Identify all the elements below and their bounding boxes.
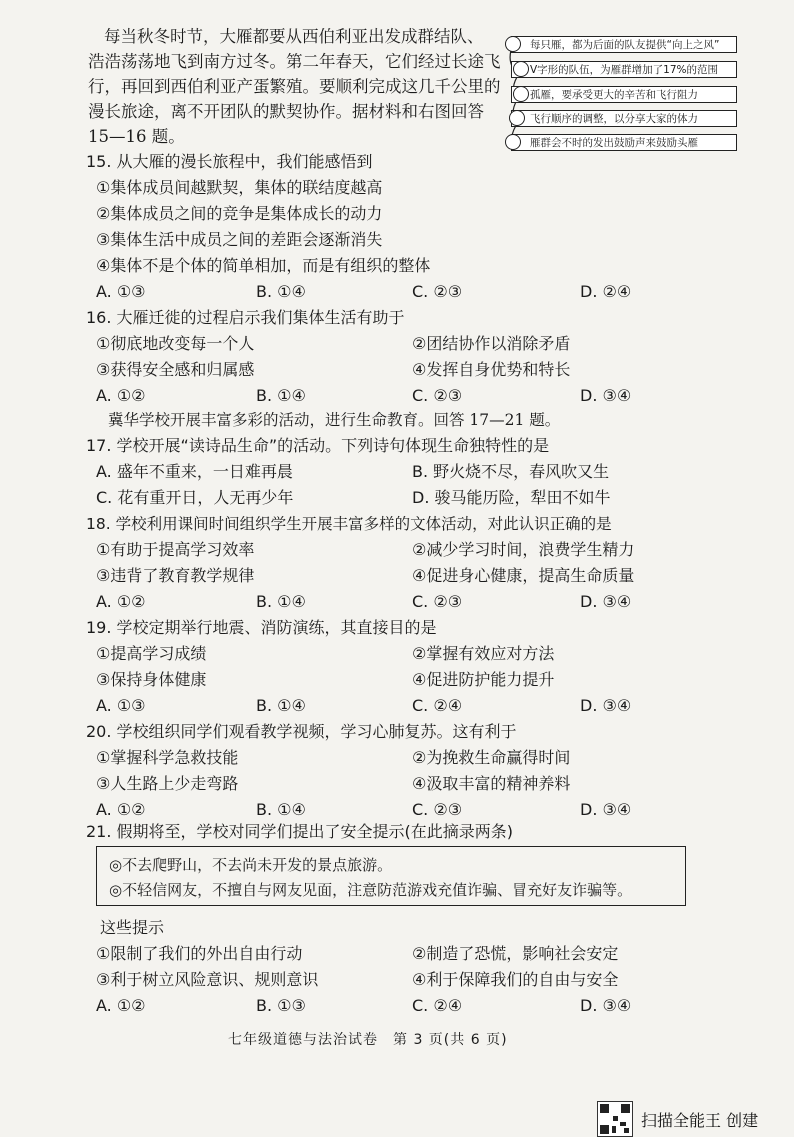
watermark-text: 扫描全能王 创建 [641,1110,759,1130]
q19-option-b[interactable]: B. ①④ [256,696,306,715]
q15-item: ③集体生活中成员之间的差距会逐渐消失 [96,230,383,249]
scanner-watermark [597,1101,758,1137]
question-21-stem: 21. 假期将至，学校对同学们提出了安全提示(在此摘录两条) [86,822,514,841]
q18-item: ②减少学习时间，浪费学生精力 [412,540,635,559]
q21-option-d[interactable]: D. ③④ [580,996,632,1015]
passage-line: 漫长旅途，离不开团队的默契协作。据材料和右图回答 [88,102,484,121]
q15-option-c[interactable]: C. ②③ [412,282,463,301]
safety-tips-box [96,846,686,906]
q20-option-d[interactable]: D. ③④ [580,800,632,819]
q19-option-a[interactable]: A. ①③ [96,696,146,715]
passage-line: 15—16 题。 [88,127,185,146]
question-17-stem: 17. 学校开展“读诗品生命”的活动。下列诗句体现生命独特性的是 [86,436,550,455]
q15-item: ①集体成员间越默契，集体的联结度越高 [96,178,383,197]
figure-item: 每只雁，都为后面的队友提供“向上之风” [511,36,737,53]
q18-item: ①有助于提高学习效率 [96,540,255,559]
q18-option-c[interactable]: C. ②③ [412,592,463,611]
q16-item: ③获得安全感和归属感 [96,360,255,379]
circle-node-icon [513,61,529,77]
reading-passage [88,24,501,149]
safety-tip: ◎不轻信网友，不擅自与网友见面，注意防范游戏充值诈骗、冒充好友诈骗等。 [109,881,633,899]
q19-item: ③保持身体健康 [96,670,207,689]
qr-code-icon [597,1101,633,1137]
q16-item: ①彻底地改变每一个人 [96,334,255,353]
q15-item: ④集体不是个体的简单相加，而是有组织的整体 [96,256,431,275]
question-15-stem: 15. 从大雁的漫长旅程中，我们能感悟到 [86,152,373,171]
q20-option-c[interactable]: C. ②③ [412,800,463,819]
question-16-stem: 16. 大雁迁徙的过程启示我们集体生活有助于 [86,308,405,327]
passage-line: 行，再回到西伯利亚产蛋繁殖。要顺利完成这几千公里的 [88,77,501,96]
q21-option-a[interactable]: A. ①② [96,996,146,1015]
q17-option-b[interactable]: B. 野火烧不尽，春风吹又生 [412,462,610,481]
section-intro-17-21: 冀华学校开展丰富多彩的活动，进行生命教育。回答 17—21 题。 [108,411,561,429]
q21-option-c[interactable]: C. ②④ [412,996,463,1015]
passage-line: 每当秋冬时节，大雁都要从西伯利亚出发成群结队、 [104,27,484,46]
q21-lead: 这些提示 [100,918,165,937]
q16-item: ②团结协作以消除矛盾 [412,334,571,353]
q16-item: ④发挥自身优势和特长 [412,360,571,379]
safety-tip: ◎不去爬野山，不去尚未开发的景点旅游。 [109,856,393,874]
q17-option-d[interactable]: D. 骏马能历险，犁田不如牛 [412,488,611,507]
q15-option-a[interactable]: A. ①③ [96,282,146,301]
q18-option-d[interactable]: D. ③④ [580,592,632,611]
q18-option-b[interactable]: B. ①④ [256,592,306,611]
circle-node-icon [505,134,521,150]
q17-option-c[interactable]: C. 花有重开日，人无再少年 [96,488,294,507]
q19-item: ④促进防护能力提升 [412,670,555,689]
q20-item: ③人生路上少走弯路 [96,774,239,793]
q15-option-d[interactable]: D. ②④ [580,282,632,301]
page-footer: 七年级道德与法治试卷 第 3 页(共 6 页) [228,1032,508,1048]
q16-option-b[interactable]: B. ①④ [256,386,306,405]
q18-item: ③违背了教育教学规律 [96,566,255,585]
figure-item: V字形的队伍，为雁群增加了17%的范围 [511,61,737,78]
question-18-stem: 18. 学校利用课间时间组织学生开展丰富多样的文体活动，对此认识正确的是 [86,515,612,533]
q21-item: ③利于树立风险意识、规则意识 [96,970,319,989]
question-19-stem: 19. 学校定期举行地震、消防演练，其直接目的是 [86,618,437,637]
q18-option-a[interactable]: A. ①② [96,592,146,611]
q20-option-a[interactable]: A. ①② [96,800,146,819]
q20-option-b[interactable]: B. ①④ [256,800,306,819]
q16-option-c[interactable]: C. ②③ [412,386,463,405]
q19-item: ②掌握有效应对方法 [412,644,555,663]
q16-option-d[interactable]: D. ③④ [580,386,632,405]
figure-item: 雁群会不时的发出鼓励声来鼓励头雁 [511,134,737,151]
q19-option-d[interactable]: D. ③④ [580,696,632,715]
q20-item: ②为挽救生命赢得时间 [412,748,571,767]
q17-option-a[interactable]: A. 盛年不重来，一日难再晨 [96,462,293,481]
q20-item: ④汲取丰富的精神养料 [412,774,571,793]
q16-option-a[interactable]: A. ①② [96,386,146,405]
figure-item: 孤雁，要承受更大的辛苦和飞行阻力 [511,86,737,103]
q21-item: ②制造了恐慌，影响社会安定 [412,944,619,963]
passage-line: 浩浩荡荡地飞到南方过冬。第二年春天，它们经过长途飞 [88,52,501,71]
q21-item: ④利于保障我们的自由与安全 [412,970,619,989]
q18-item: ④促进身心健康，提高生命质量 [412,566,635,585]
q15-option-b[interactable]: B. ①④ [256,282,306,301]
circle-node-icon [509,110,525,126]
question-20-stem: 20. 学校组织同学们观看教学视频，学习心肺复苏。这有利于 [86,722,517,741]
q19-option-c[interactable]: C. ②④ [412,696,463,715]
q21-item: ①限制了我们的外出自由行动 [96,944,303,963]
circle-node-icon [513,86,529,102]
figure-item: 飞行顺序的调整，以分享大家的体力 [511,110,737,127]
q21-option-b[interactable]: B. ①③ [256,996,306,1015]
circle-node-icon [505,36,521,52]
q15-item: ②集体成员之间的竞争是集体成长的动力 [96,204,383,223]
goose-figure [503,30,735,160]
q20-item: ①掌握科学急救技能 [96,748,239,767]
q19-item: ①提高学习成绩 [96,644,207,663]
